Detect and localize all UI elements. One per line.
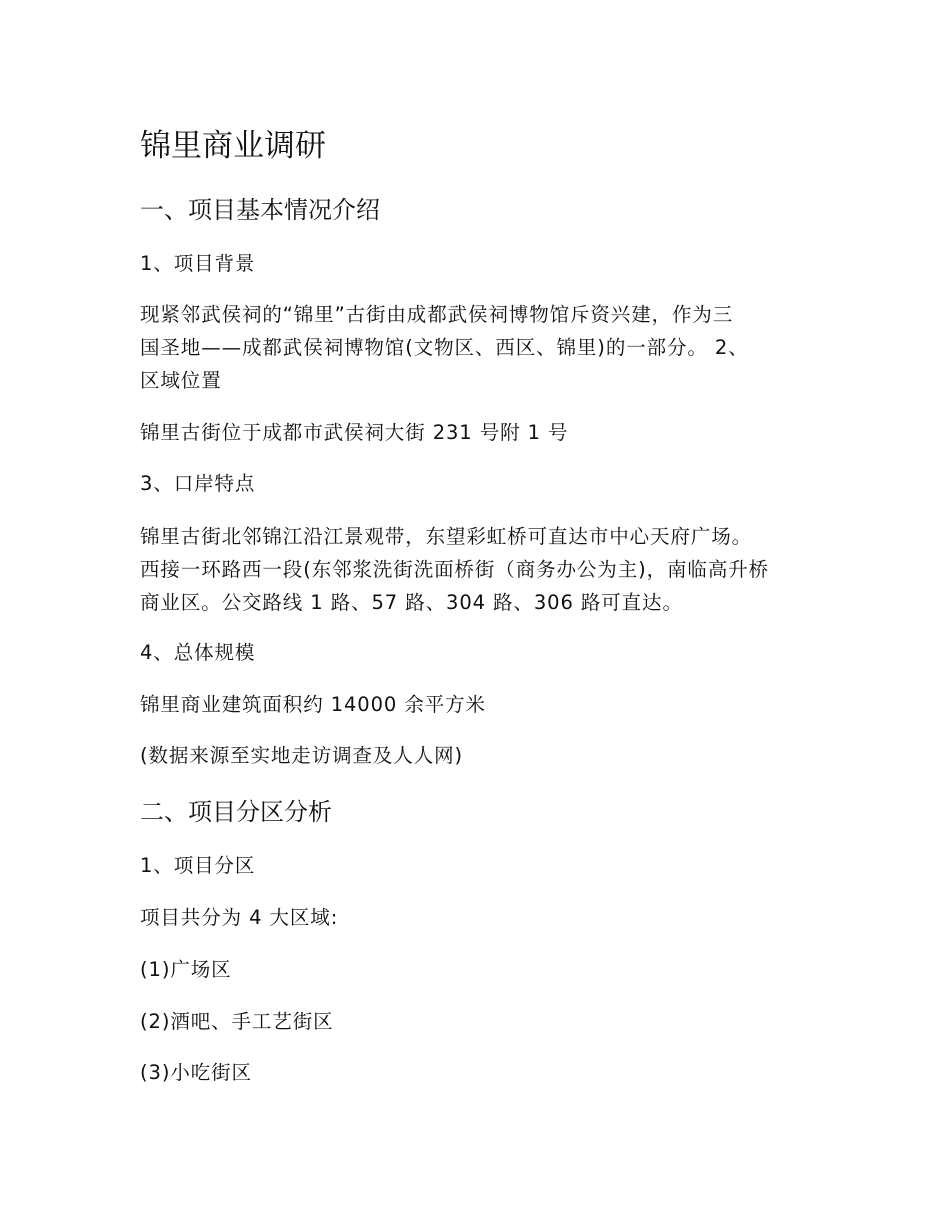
- document-title: 锦里商业调研: [140, 128, 326, 164]
- paragraph-project-background: [140, 298, 820, 397]
- paragraph-line: 区域位置: [140, 369, 222, 392]
- paragraph-line: 现紧邻武侯祠的“锦里”古街由成都武侯祠博物馆斥资兴建，作为三: [140, 303, 734, 326]
- zone-item: (3)小吃街区: [140, 1061, 252, 1084]
- paragraph-line: 西接一环路西一段(东邻浆洗街洗面桥街（商务办公为主)，南临高升桥: [140, 558, 770, 581]
- subheading-project-background: 1、项目背景: [140, 252, 256, 275]
- zone-item: (2)酒吧、手工艺街区: [140, 1010, 334, 1033]
- source-note: (数据来源至实地走访调查及人人网): [140, 744, 464, 767]
- subheading-project-zoning: 1、项目分区: [140, 854, 256, 877]
- zone-item: (1)广场区: [140, 958, 232, 981]
- section-heading-1: 一、项目基本情况介绍: [140, 196, 380, 224]
- subheading-overall-scale: 4、总体规模: [140, 641, 256, 664]
- paragraph-port-features: [140, 520, 820, 619]
- paragraph-line: 国圣地——成都武侯祠博物馆(文物区、西区、锦里)的一部分。 2、: [140, 336, 749, 359]
- paragraph-overall-scale: 锦里商业建筑面积约 14000 余平方米: [140, 693, 486, 716]
- section-heading-2: 二、项目分区分析: [140, 798, 332, 826]
- paragraph-location: 锦里古街位于成都市武侯祠大街 231 号附 1 号: [140, 421, 569, 444]
- subheading-port-features: 3、口岸特点: [140, 472, 256, 495]
- paragraph-zoning-intro: 项目共分为 4 大区域:: [140, 906, 339, 929]
- paragraph-line: 锦里古街北邻锦江沿江景观带，东望彩虹桥可直达市中心天府广场。: [140, 525, 753, 548]
- paragraph-line: 商业区。公交路线 1 路、57 路、304 路、306 路可直达。: [140, 591, 683, 614]
